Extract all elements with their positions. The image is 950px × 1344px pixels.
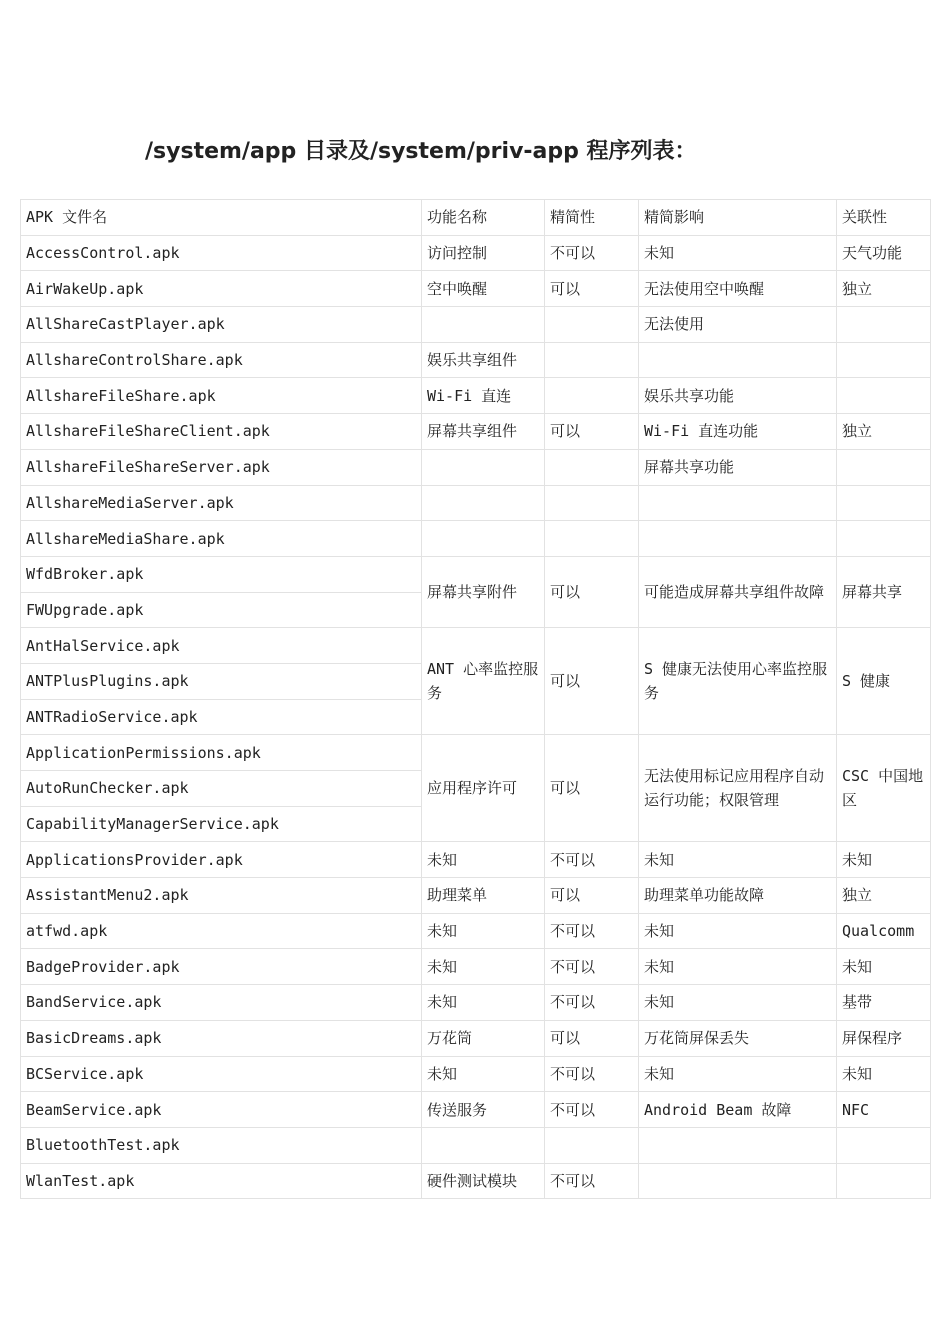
relation-cell: 基带 — [837, 985, 931, 1021]
table-row — [21, 556, 931, 592]
function-cell — [422, 307, 545, 343]
function-cell: 助理菜单 — [422, 878, 545, 914]
apk-filename-cell: AutoRunChecker.apk — [21, 771, 422, 807]
apk-filename-cell: ANTPlusPlugins.apk — [21, 663, 422, 699]
apk-filename-cell: AssistantMenu2.apk — [21, 878, 422, 914]
impact-cell: 无法使用空中唤醒 — [639, 271, 837, 307]
table-row — [21, 735, 931, 771]
table-row — [21, 1092, 931, 1128]
relation-cell — [837, 521, 931, 557]
function-cell: 传送服务 — [422, 1092, 545, 1128]
table-row — [21, 271, 931, 307]
impact-cell: 未知 — [639, 985, 837, 1021]
removable-cell: 可以 — [545, 735, 639, 842]
function-cell: 未知 — [422, 842, 545, 878]
relation-cell: 未知 — [837, 1056, 931, 1092]
removable-cell — [545, 1127, 639, 1163]
removable-cell — [545, 342, 639, 378]
relation-cell: 未知 — [837, 949, 931, 985]
relation-cell: S 健康 — [837, 628, 931, 735]
impact-cell: 无法使用 — [639, 307, 837, 343]
removable-cell — [545, 521, 639, 557]
impact-cell: Android Beam 故障 — [639, 1092, 837, 1128]
function-cell: 应用程序许可 — [422, 735, 545, 842]
apk-filename-cell: AirWakeUp.apk — [21, 271, 422, 307]
relation-cell: 天气功能 — [837, 235, 931, 271]
function-cell: 空中唤醒 — [422, 271, 545, 307]
table-row — [21, 985, 931, 1021]
function-cell — [422, 449, 545, 485]
removable-cell: 可以 — [545, 556, 639, 627]
removable-cell: 不可以 — [545, 913, 639, 949]
function-cell — [422, 521, 545, 557]
relation-cell — [837, 342, 931, 378]
apk-filename-cell: AntHalService.apk — [21, 628, 422, 664]
impact-cell: 未知 — [639, 913, 837, 949]
function-cell: 屏幕共享附件 — [422, 556, 545, 627]
function-cell: 娱乐共享组件 — [422, 342, 545, 378]
header-removal-impact: 精简影响 — [639, 200, 837, 236]
impact-cell — [639, 521, 837, 557]
impact-cell — [639, 485, 837, 521]
apk-filename-cell: AllshareMediaServer.apk — [21, 485, 422, 521]
removable-cell: 不可以 — [545, 949, 639, 985]
removable-cell: 可以 — [545, 271, 639, 307]
removable-cell: 不可以 — [545, 235, 639, 271]
removable-cell: 不可以 — [545, 842, 639, 878]
relation-cell: 屏保程序 — [837, 1020, 931, 1056]
table-row — [21, 842, 931, 878]
header-function-name: 功能名称 — [422, 200, 545, 236]
apk-filename-cell: WlanTest.apk — [21, 1163, 422, 1199]
impact-cell: 可能造成屏幕共享组件故障 — [639, 556, 837, 627]
impact-cell: 万花筒屏保丢失 — [639, 1020, 837, 1056]
impact-cell: 助理菜单功能故障 — [639, 878, 837, 914]
impact-cell: 未知 — [639, 1056, 837, 1092]
function-cell — [422, 485, 545, 521]
table-row — [21, 378, 931, 414]
apk-filename-cell: AllshareFileShare.apk — [21, 378, 422, 414]
table-row — [21, 949, 931, 985]
impact-cell: S 健康无法使用心率监控服务 — [639, 628, 837, 735]
table-row — [21, 449, 931, 485]
apk-filename-cell: FWUpgrade.apk — [21, 592, 422, 628]
apk-filename-cell: BCService.apk — [21, 1056, 422, 1092]
removable-cell: 不可以 — [545, 1056, 639, 1092]
removable-cell — [545, 485, 639, 521]
relation-cell: 屏幕共享 — [837, 556, 931, 627]
removable-cell — [545, 449, 639, 485]
removable-cell — [545, 307, 639, 343]
function-cell: 未知 — [422, 1056, 545, 1092]
impact-cell: 未知 — [639, 235, 837, 271]
impact-cell — [639, 342, 837, 378]
relation-cell — [837, 485, 931, 521]
table-row — [21, 1127, 931, 1163]
impact-cell: 未知 — [639, 949, 837, 985]
relation-cell — [837, 449, 931, 485]
table-row — [21, 878, 931, 914]
function-cell: 硬件测试模块 — [422, 1163, 545, 1199]
apk-filename-cell: AllshareMediaShare.apk — [21, 521, 422, 557]
table-header-row — [21, 200, 931, 236]
apk-filename-cell: ApplicationsProvider.apk — [21, 842, 422, 878]
function-cell — [422, 1127, 545, 1163]
impact-cell: 无法使用标记应用程序自动运行功能；权限管理 — [639, 735, 837, 842]
header-apk-filename: APK 文件名 — [21, 200, 422, 236]
impact-cell — [639, 1127, 837, 1163]
apk-filename-cell: BandService.apk — [21, 985, 422, 1021]
apk-list-table — [20, 199, 931, 1199]
table-row — [21, 307, 931, 343]
relation-cell — [837, 378, 931, 414]
removable-cell: 可以 — [545, 628, 639, 735]
function-cell: 访问控制 — [422, 235, 545, 271]
table-row — [21, 235, 931, 271]
relation-cell: CSC 中国地区 — [837, 735, 931, 842]
apk-filename-cell: BadgeProvider.apk — [21, 949, 422, 985]
relation-cell: 独立 — [837, 878, 931, 914]
table-row — [21, 1020, 931, 1056]
table-row — [21, 1056, 931, 1092]
removable-cell: 可以 — [545, 414, 639, 450]
impact-cell — [639, 1163, 837, 1199]
table-row — [21, 485, 931, 521]
relation-cell: 未知 — [837, 842, 931, 878]
removable-cell: 不可以 — [545, 985, 639, 1021]
apk-filename-cell: AllshareFileShareServer.apk — [21, 449, 422, 485]
impact-cell: Wi-Fi 直连功能 — [639, 414, 837, 450]
function-cell: 屏幕共享组件 — [422, 414, 545, 450]
apk-filename-cell: BluetoothTest.apk — [21, 1127, 422, 1163]
relation-cell — [837, 307, 931, 343]
relation-cell: 独立 — [837, 414, 931, 450]
relation-cell: 独立 — [837, 271, 931, 307]
table-row — [21, 414, 931, 450]
impact-cell: 娱乐共享功能 — [639, 378, 837, 414]
table-row — [21, 521, 931, 557]
apk-filename-cell: ApplicationPermissions.apk — [21, 735, 422, 771]
apk-filename-cell: ANTRadioService.apk — [21, 699, 422, 735]
removable-cell: 不可以 — [545, 1092, 639, 1128]
table-row — [21, 913, 931, 949]
apk-filename-cell: AllshareControlShare.apk — [21, 342, 422, 378]
function-cell: 未知 — [422, 985, 545, 1021]
relation-cell: NFC — [837, 1092, 931, 1128]
apk-filename-cell: AccessControl.apk — [21, 235, 422, 271]
removable-cell: 可以 — [545, 878, 639, 914]
header-relation: 关联性 — [837, 200, 931, 236]
apk-filename-cell: AllShareCastPlayer.apk — [21, 307, 422, 343]
apk-filename-cell: WfdBroker.apk — [21, 556, 422, 592]
apk-filename-cell: atfwd.apk — [21, 913, 422, 949]
function-cell: 未知 — [422, 949, 545, 985]
function-cell: 未知 — [422, 913, 545, 949]
function-cell: ANT 心率监控服务 — [422, 628, 545, 735]
impact-cell: 屏幕共享功能 — [639, 449, 837, 485]
relation-cell — [837, 1163, 931, 1199]
removable-cell: 不可以 — [545, 1163, 639, 1199]
function-cell: Wi-Fi 直连 — [422, 378, 545, 414]
apk-filename-cell: BeamService.apk — [21, 1092, 422, 1128]
document-title: /system/app 目录及/system/priv-app 程序列表： — [145, 139, 697, 164]
apk-filename-cell: BasicDreams.apk — [21, 1020, 422, 1056]
table-row — [21, 342, 931, 378]
header-removable: 精简性 — [545, 200, 639, 236]
table-row — [21, 1163, 931, 1199]
table-body — [21, 200, 931, 1199]
removable-cell: 可以 — [545, 1020, 639, 1056]
relation-cell — [837, 1127, 931, 1163]
impact-cell: 未知 — [639, 842, 837, 878]
apk-filename-cell: CapabilityManagerService.apk — [21, 806, 422, 842]
removable-cell — [545, 378, 639, 414]
relation-cell: Qualcomm — [837, 913, 931, 949]
function-cell: 万花筒 — [422, 1020, 545, 1056]
table-row — [21, 628, 931, 664]
apk-filename-cell: AllshareFileShareClient.apk — [21, 414, 422, 450]
